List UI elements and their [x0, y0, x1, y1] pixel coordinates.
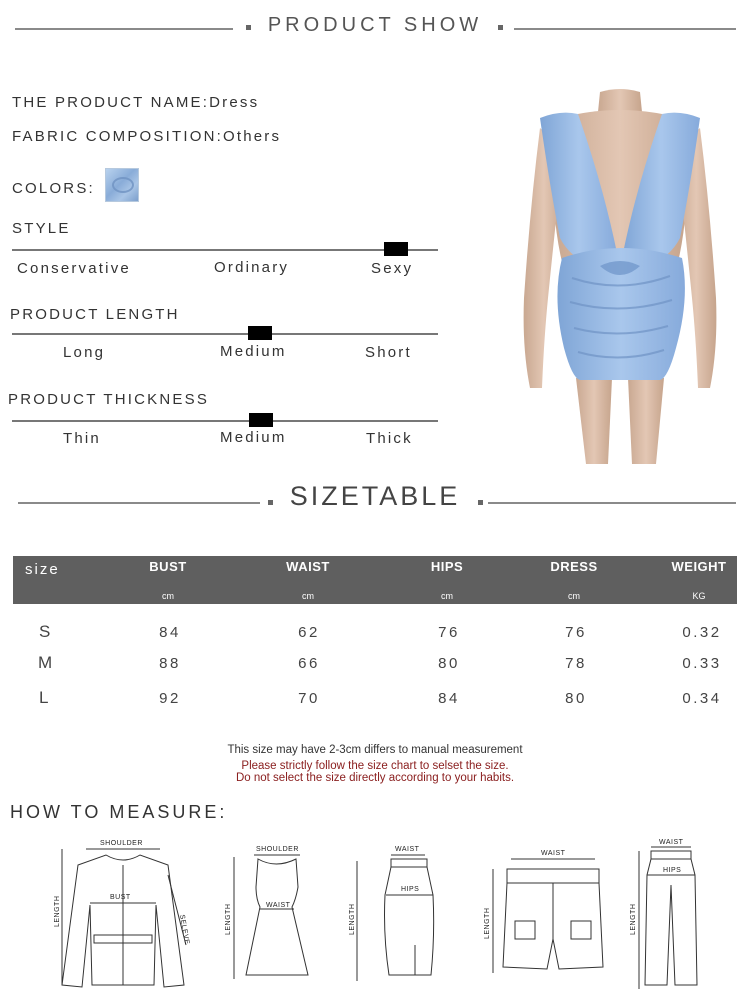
thickness-label: PRODUCT THICKNESS	[8, 391, 210, 408]
size-l-weight: 0.34	[682, 690, 722, 707]
weight-unit: KG	[692, 591, 706, 601]
jacket-sleeve-label: SELEVE	[178, 914, 191, 946]
size-chart-warning: Please strictly follow the size chart to selset the size.	[241, 760, 509, 772]
bust-column-header: BUST	[149, 559, 187, 574]
thickness-option-thin: Thin	[63, 430, 101, 447]
style-option-sexy: Sexy	[371, 260, 414, 277]
style-scale-line	[12, 249, 438, 251]
dress-shoulder-label: SHOULDER	[256, 846, 299, 853]
length-option-medium: Medium	[220, 343, 287, 360]
thickness-scale-line	[12, 420, 438, 422]
thickness-option-medium: Medium	[220, 429, 287, 446]
size-l-dress: 80	[565, 690, 587, 707]
skirt-length-label: LENGTH	[349, 903, 356, 935]
sizetable-dot-right	[478, 500, 483, 505]
size-l-hips: 84	[438, 690, 460, 707]
skirt-measure-diagram	[345, 835, 445, 995]
fabric-value: Others	[222, 128, 282, 145]
sizetable-rule-right	[488, 502, 736, 504]
pants-length-label: LENGTH	[630, 903, 637, 935]
hips-unit: cm	[441, 591, 453, 601]
size-s-waist: 62	[298, 624, 320, 641]
size-s-dress: 76	[565, 624, 587, 641]
size-s-bust: 84	[159, 624, 181, 641]
dress-unit: cm	[568, 591, 580, 601]
measurement-note: This size may have 2-3cm differs to manual measurement	[227, 744, 523, 756]
jacket-shoulder-label: SHOULDER	[100, 840, 143, 847]
thickness-option-thick: Thick	[366, 430, 413, 447]
size-row-s-label: S	[39, 622, 51, 641]
size-row-m-label: M	[38, 653, 53, 672]
product-photo	[500, 88, 740, 468]
dress-column-header: DRESS	[550, 559, 598, 574]
style-option-ordinary: Ordinary	[214, 259, 290, 276]
pants-measure-diagram	[625, 835, 725, 995]
colors-label: COLORS:	[12, 180, 95, 197]
thickness-selected-marker	[249, 413, 273, 427]
size-m-hips: 80	[438, 655, 460, 672]
sizetable-title: SIZETABLE	[289, 481, 461, 511]
pants-waist-label: WAIST	[659, 839, 684, 846]
size-row-l-label: L	[39, 688, 49, 707]
length-scale-line	[12, 333, 438, 335]
size-m-waist: 66	[298, 655, 320, 672]
pants-hips-label: HIPS	[663, 867, 682, 874]
shorts-length-label: LENGTH	[484, 907, 491, 939]
product-name-value: Dress	[209, 94, 260, 111]
habit-warning: Do not select the size directly according to your habits.	[235, 772, 515, 784]
size-m-weight: 0.33	[682, 655, 722, 672]
skirt-hips-label: HIPS	[401, 886, 420, 893]
jacket-measure-diagram	[48, 835, 198, 995]
swatch-knot-icon	[112, 177, 134, 193]
hips-column-header: HIPS	[430, 559, 464, 574]
weight-column-header: WEIGHT	[671, 559, 727, 574]
size-column-header: size	[25, 561, 60, 578]
style-selected-marker	[384, 242, 408, 256]
jacket-bust-label: BUST	[110, 894, 131, 901]
size-s-hips: 76	[438, 624, 460, 641]
skirt-waist-label: WAIST	[395, 846, 420, 853]
fabric-label: FABRIC COMPOSITION:	[12, 128, 223, 145]
product-name-row	[12, 94, 259, 111]
dress-measure-diagram	[218, 835, 318, 995]
how-to-measure-title: HOW TO MEASURE:	[10, 802, 228, 822]
heading-dot-right	[498, 25, 503, 30]
waist-unit: cm	[302, 591, 314, 601]
length-option-short: Short	[365, 344, 412, 361]
jacket-length-label: LENGTH	[54, 895, 61, 927]
length-label: PRODUCT LENGTH	[10, 306, 180, 323]
dress-waist-label: WAIST	[266, 902, 291, 909]
style-label: STYLE	[12, 220, 71, 237]
size-table-header	[13, 556, 737, 604]
length-selected-marker	[248, 326, 272, 340]
bust-unit: cm	[162, 591, 174, 601]
shorts-waist-label: WAIST	[541, 850, 566, 857]
size-m-bust: 88	[159, 655, 181, 672]
color-swatch-blue[interactable]	[105, 168, 139, 202]
waist-column-header: WAIST	[286, 559, 330, 574]
size-l-waist: 70	[298, 690, 320, 707]
heading-rule-right	[514, 28, 736, 30]
product-name-label: THE PRODUCT NAME:	[12, 94, 210, 111]
shorts-measure-diagram	[475, 835, 625, 995]
product-show-title: PRODUCT SHOW	[267, 14, 483, 36]
dress-length-label: LENGTH	[225, 903, 232, 935]
size-s-weight: 0.32	[682, 624, 722, 641]
fabric-row	[12, 128, 281, 145]
length-option-long: Long	[63, 344, 106, 361]
size-l-bust: 92	[159, 690, 181, 707]
size-m-dress: 78	[565, 655, 587, 672]
style-option-conservative: Conservative	[17, 260, 131, 277]
